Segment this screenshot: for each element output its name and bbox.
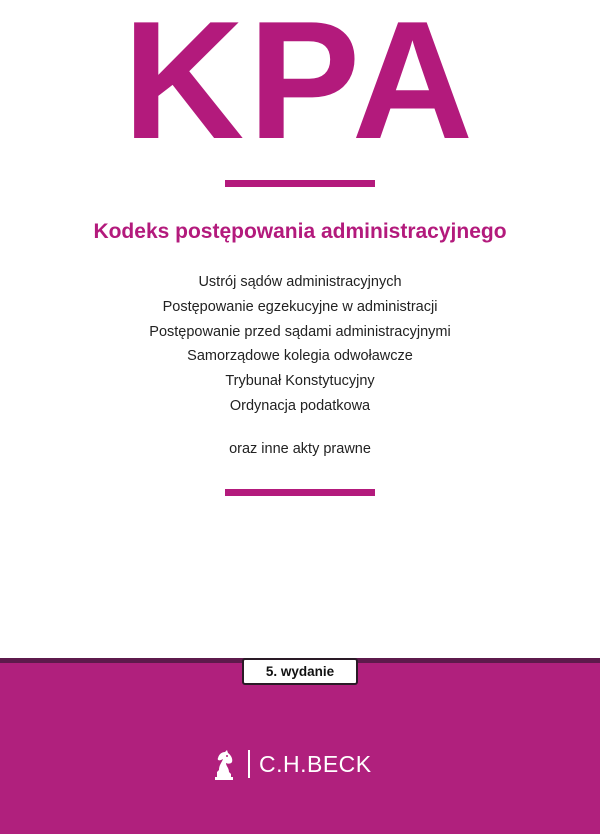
publisher-name: C.H.BECK (259, 751, 372, 777)
included-act-item: Samorządowe kolegia odwoławcze (187, 348, 413, 365)
other-acts-note: oraz inne akty prawne (229, 441, 371, 457)
edition-badge: 5. wydanie (242, 658, 358, 685)
included-act-item: Trybunał Konstytucyjny (225, 373, 375, 390)
list-divider (225, 489, 375, 496)
chess-knight-icon (211, 747, 237, 781)
included-act-item: Ordynacja podatkowa (229, 397, 371, 414)
cover-title: KPA (122, 0, 478, 174)
cover-subtitle: Kodeks postępowania administracyjnego (93, 220, 507, 243)
publisher-lockup (211, 746, 372, 782)
publisher-divider (248, 750, 250, 778)
included-act-item: Postępowanie przed sądami administracyjnymi (149, 323, 451, 340)
title-divider (225, 180, 375, 187)
included-act-item: Postępowanie egzekucyjne w administracji (162, 298, 438, 315)
included-acts-list (0, 270, 600, 419)
included-act-item: Ustrój sądów administracyjnych (198, 274, 402, 290)
